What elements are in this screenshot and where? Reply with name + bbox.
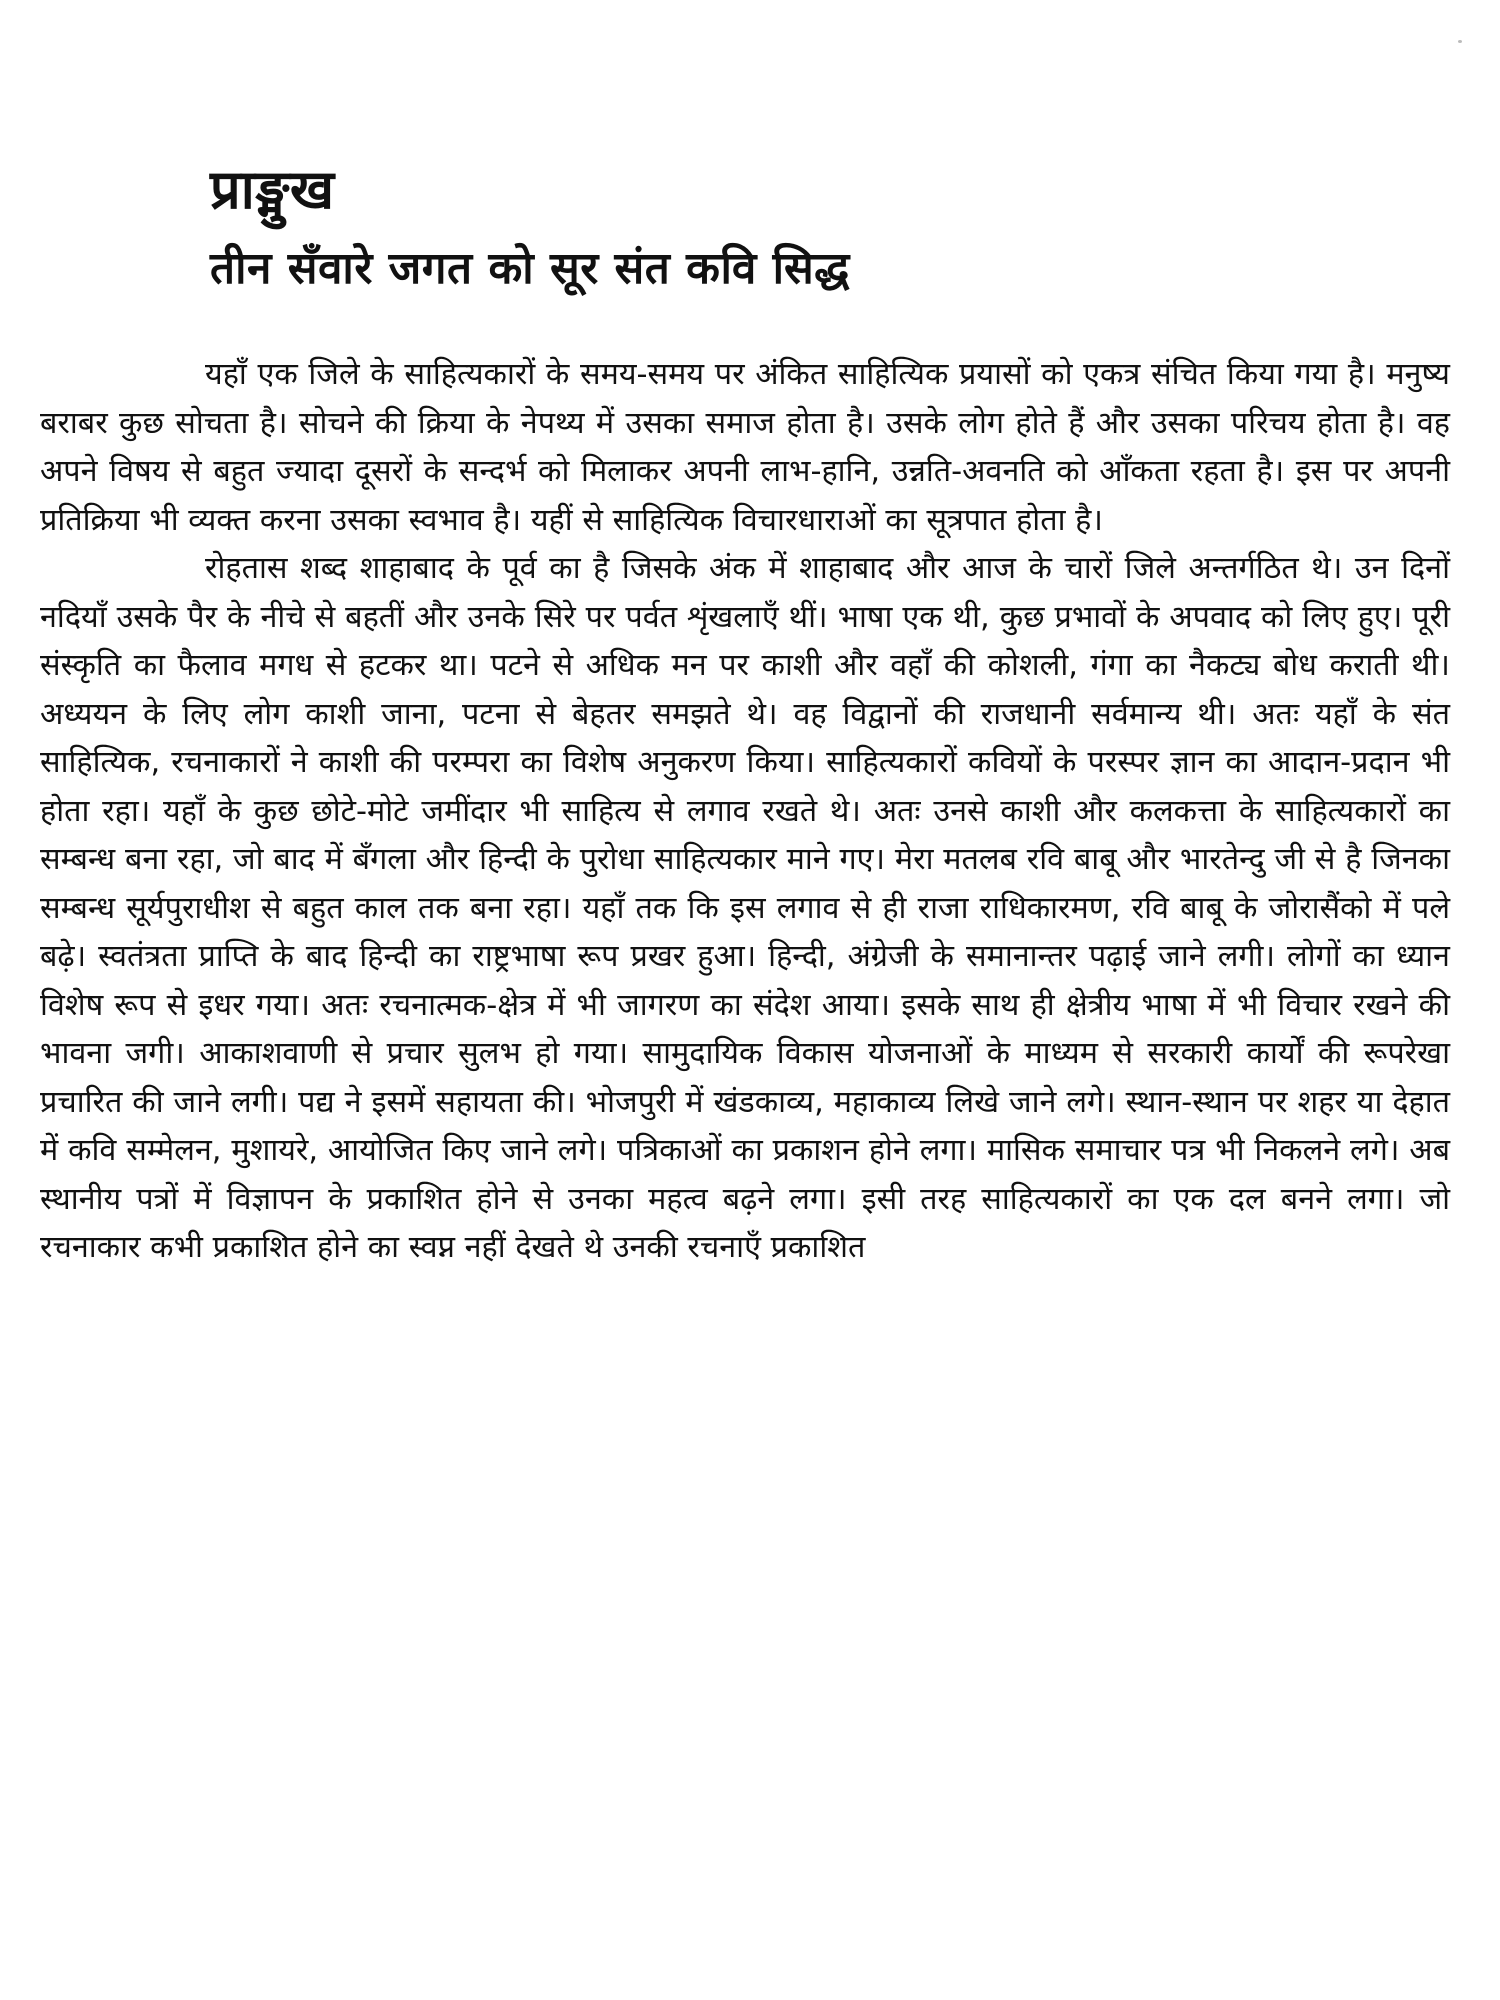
heading-block	[210, 150, 1410, 308]
page-subtitle: तीन सँवारे जगत को सूर संत कवि सिद्ध	[210, 243, 850, 294]
paragraph-2: रोहतास शब्द शाहाबाद के पूर्व का है जिसके अंक में शाहाबाद और आज के चारों जिले अन्तर्गठित थे। उन दिनों नदियाँ उसके पैर के नीचे से बहतीं और उनके सिरे पर पर्वत शृंखलाएँ थीं। भाषा एक थी, कुछ प्रभावों के अपवाद को लिए हुए। पूरी संस्कृति का फैलाव मगध से हटकर था। पटने से अधिक मन पर काशी और वहाँ की कोशली, गंगा का नैकट्य बोध कराती थी। अध्ययन के लिए लोग काशी जाना, पटना से बेहतर समझते थे। वह विद्वानों की राजधानी सर्वमान्य थी। अतः यहाँ के संत साहित्यिक, रचनाकारों ने काशी की परम्परा का विशेष अनुकरण किया। साहित्यकारों कवियों के परस्पर ज्ञान का आदान-प्रदान भी होता रहा। यहाँ के कुछ छोटे-मोटे जमींदार भी साहित्य से लगाव रखते थे। अतः उनसे काशी और कलकत्ता के साहित्यकारों का सम्बन्ध बना रहा, जो बाद में बँगला और हिन्दी के पुरोधा साहित्यकार माने गए। मेरा मतलब रवि बाबू और भारतेन्दु जी से है जिनका सम्बन्ध सूर्यपुराधीश से बहुत काल तक बना रहा। यहाँ तक कि इस लगाव से ही राजा राधिकारमण, रवि बाबू के जोरासैंको में पले बढ़े। स्वतंत्रता प्राप्ति के बाद हिन्दी का राष्ट्रभाषा रूप प्रखर हुआ। हिन्दी, अंग्रेजी के समानान्तर पढ़ाई जाने लगी। लोगों का ध्यान विशेष रूप से इधर गया। अतः रचनात्मक-क्षेत्र में भी जागरण का संदेश आया। इसके साथ ही क्षेत्रीय भाषा में भी विचार रखने की भावना जगी। आकाशवाणी से प्रचार सुलभ हो गया। सामुदायिक विकास योजनाओं के माध्यम से सरकारी कार्यों की रूपरेखा प्रचारित की जाने लगी। पद्य ने इसमें सहायता की। भोजपुरी में खंडकाव्य, महाकाव्य लिखे जाने लगे। स्थान-स्थान पर शहर या देहात में कवि सम्मेलन, मुशायरे, आयोजित किए जाने लगे। पत्रिकाओं का प्रकाशन होने लगा। मासिक समाचार पत्र भी निकलने लगे। अब स्थानीय पत्रों में विज्ञापन के प्रकाशित होने से उनका महत्व बढ़ने लगा। इसी तरह साहित्यकारों का एक दल बनने लगा। जो रचनाकार कभी प्रकाशित होने का स्वप्न नहीं देखते थे उनकी रचनाएँ प्रकाशित	[40, 551, 1450, 1265]
page-title: प्राङ्मुख	[210, 158, 335, 221]
body-text	[40, 351, 1450, 1273]
scan-speck	[1458, 40, 1462, 43]
paragraph-1: यहाँ एक जिले के साहित्यकारों के समय-समय पर अंकित साहित्यिक प्रयासों को एकत्र संचित किया गया है। मनुष्य बराबर कुछ सोचता है। सोचने की क्रिया के नेपथ्य में उसका समाज होता है। उसके लोग होते हैं और उसका परिचय होता है। वह अपने विषय से बहुत ज्यादा दूसरों के सन्दर्भ को मिलाकर अपनी लाभ-हानि, उन्नति-अवनति को आँकता रहता है। इस पर अपनी प्रतिक्रिया भी व्यक्त करना उसका स्वभाव है। यहीं से साहित्यिक विचारधाराओं का सूत्रपात होता है।	[40, 357, 1450, 538]
